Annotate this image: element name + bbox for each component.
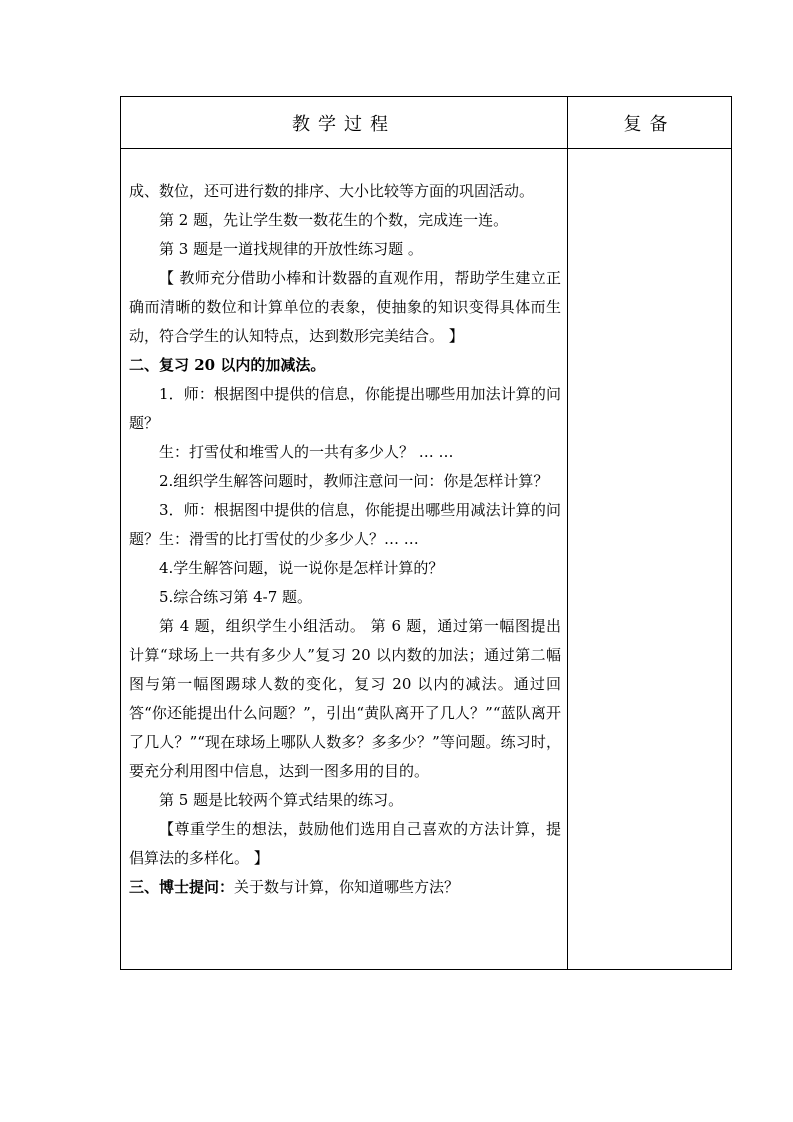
paragraph-8: 3．师：根据图中提供的信息，你能提出哪些用减法计算的问题？生：滑雪的比打雪仗的少多少人？… … [129,501,561,548]
paragraph-7: 2.组织学生解答问题时，教师注意问一问：你是怎样计算？ [159,472,549,490]
paragraph-11: 第 4 题，组织学生小组活动。 第 6 题，通过第一幅图提出计算“球场上一共有多少人”复习 20 以内数的加法；通过第二幅图与第一幅图踢球人数的变化，复习 20 以内的减法。通过回答“你还能提出什么问题？”，引出“黄队离开了几人？”“蓝队离开了几人？”“现在球场上哪队人数多？多多少？”等问题。练习时，要充分利用图中信息，达到一图多用的目的。 [129,617,561,780]
paragraph-4-note: 【 教师充分借助小棒和计数器的直观作用，帮助学生建立正确而清晰的数位和计算单位的表象，使抽象的知识变得具体而生动，符合学生的认知特点，达到数形完美结合。 】 [129,269,561,345]
header-teaching-process: 教学过程 [292,113,396,135]
paragraph-2: 第 2 题，先让学生数一数花生的个数，完成连一连。 [159,211,509,229]
section-2-heading: 二、复习 20 以内的加减法。 [129,356,326,374]
paragraph-13-note: 【尊重学生的想法，鼓励他们选用自己喜欢的方法计算，提倡算法的多样化。 】 [129,820,561,867]
paragraph-1: 成、数位，还可进行数的排序、大小比较等方面的巩固活动。 [129,182,535,200]
table-header-row [121,97,731,149]
lesson-table [120,96,732,970]
section-3 [129,873,561,902]
paragraph-6: 生：打雪仗和堆雪人的一共有多少人？ … … [159,443,454,461]
section-3-heading: 三、博士提问： [129,878,235,896]
paragraph-9: 4.学生解答问题，说一说你是怎样计算的？ [159,559,444,577]
teaching-content [129,177,561,902]
paragraph-12: 第 5 题是比较两个算式结果的练习。 [159,791,404,809]
column-divider [567,97,568,969]
paragraph-10: 5.综合练习第 4-7 题。 [159,588,313,606]
section-3-text: 关于数与计算，你知道哪些方法？ [234,878,460,896]
paragraph-3: 第 3 题是一道找规律的开放性练习题 。 [159,240,423,258]
header-review-prep: 复备 [623,113,676,135]
paragraph-5: 1．师：根据图中提供的信息，你能提出哪些用加法计算的问题？ [129,385,561,432]
